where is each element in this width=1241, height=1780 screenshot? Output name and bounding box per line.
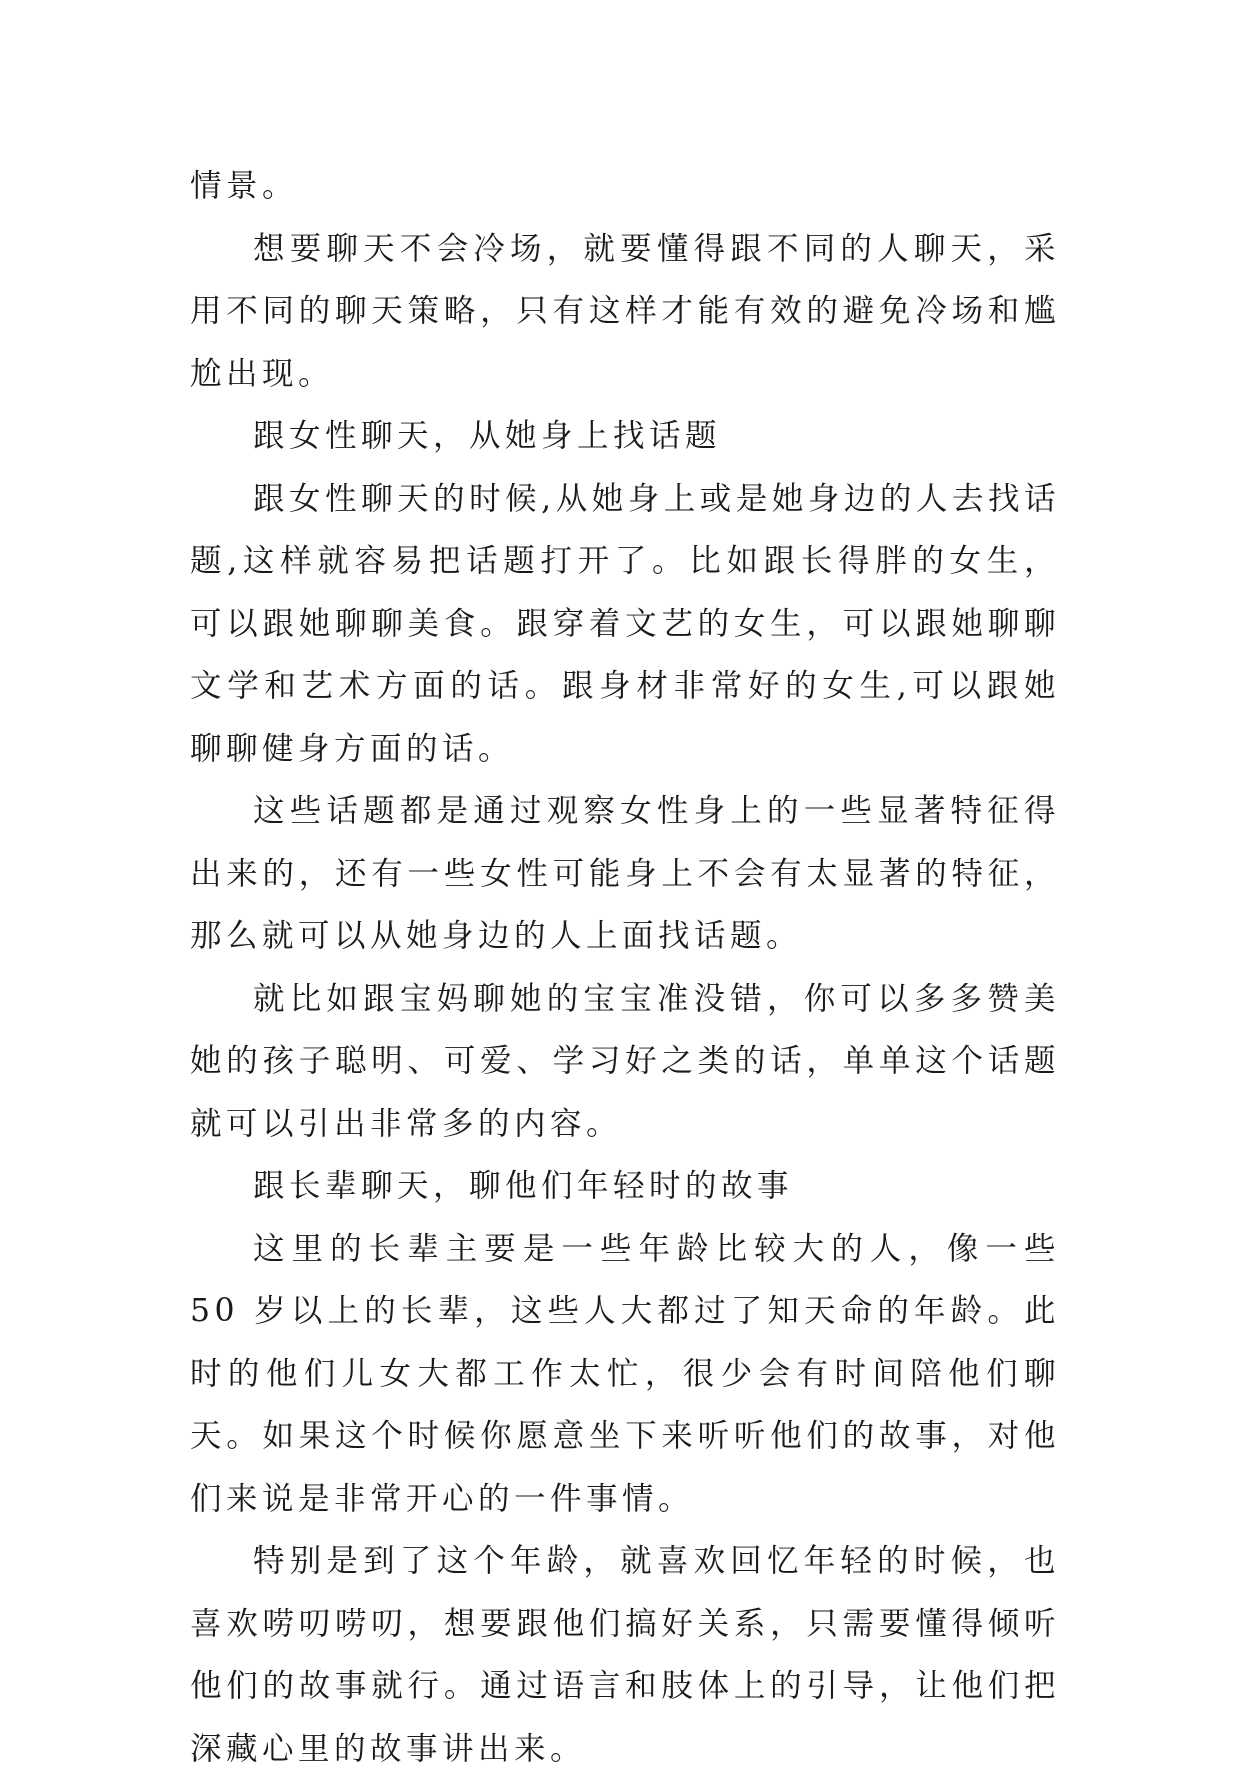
section-heading-women: 跟女性聊天，从她身上找话题 [253, 418, 722, 454]
paragraph-intro: 想要聊天不会冷场，就要懂得跟不同的人聊天，采用不同的聊天策略，只有这样才能有效的避免冷场和尴尬出现。 [190, 230, 1060, 392]
document-body [190, 155, 1060, 1780]
paragraph-elders: 这里的长辈主要是一些年龄比较大的人，像一些 50 岁以上的长辈，这些人大都过了知天命的年龄。此时的他们儿女大都工作太忙，很少会有时间陪他们聊天。如果这个时候你愿意坐下来听听他们的故事，对他们来说是非常开心的一件事情。 [190, 1230, 1060, 1517]
paragraph-women-topics: 跟女性聊天的时候,从她身上或是她身边的人去找话题,这样就容易把话题打开了。比如跟长得胖的女生，可以跟她聊聊美食。跟穿着文艺的女生，可以跟她聊聊文学和艺术方面的话。跟身材非常好的女生,可以跟她聊聊健身方面的话。 [190, 480, 1060, 767]
paragraph-listening: 特别是到了这个年龄，就喜欢回忆年轻的时候，也喜欢唠叨唠叨，想要跟他们搞好关系，只需要懂得倾听他们的故事就行。通过语言和肢体上的引导，让他们把深藏心里的故事讲出来。 [190, 1543, 1060, 1767]
section-heading-elders: 跟长辈聊天，聊他们年轻时的故事 [253, 1168, 794, 1204]
paragraph-mothers: 就比如跟宝妈聊她的宝宝准没错，你可以多多赞美她的孩子聪明、可爱、学习好之类的话，单单这个话题就可以引出非常多的内容。 [190, 980, 1060, 1142]
paragraph-observation: 这些话题都是通过观察女性身上的一些显著特征得出来的，还有一些女性可能身上不会有太显著的特征，那么就可以从她身边的人上面找话题。 [190, 793, 1060, 954]
paragraph-continuation: 情景。 [190, 168, 299, 204]
